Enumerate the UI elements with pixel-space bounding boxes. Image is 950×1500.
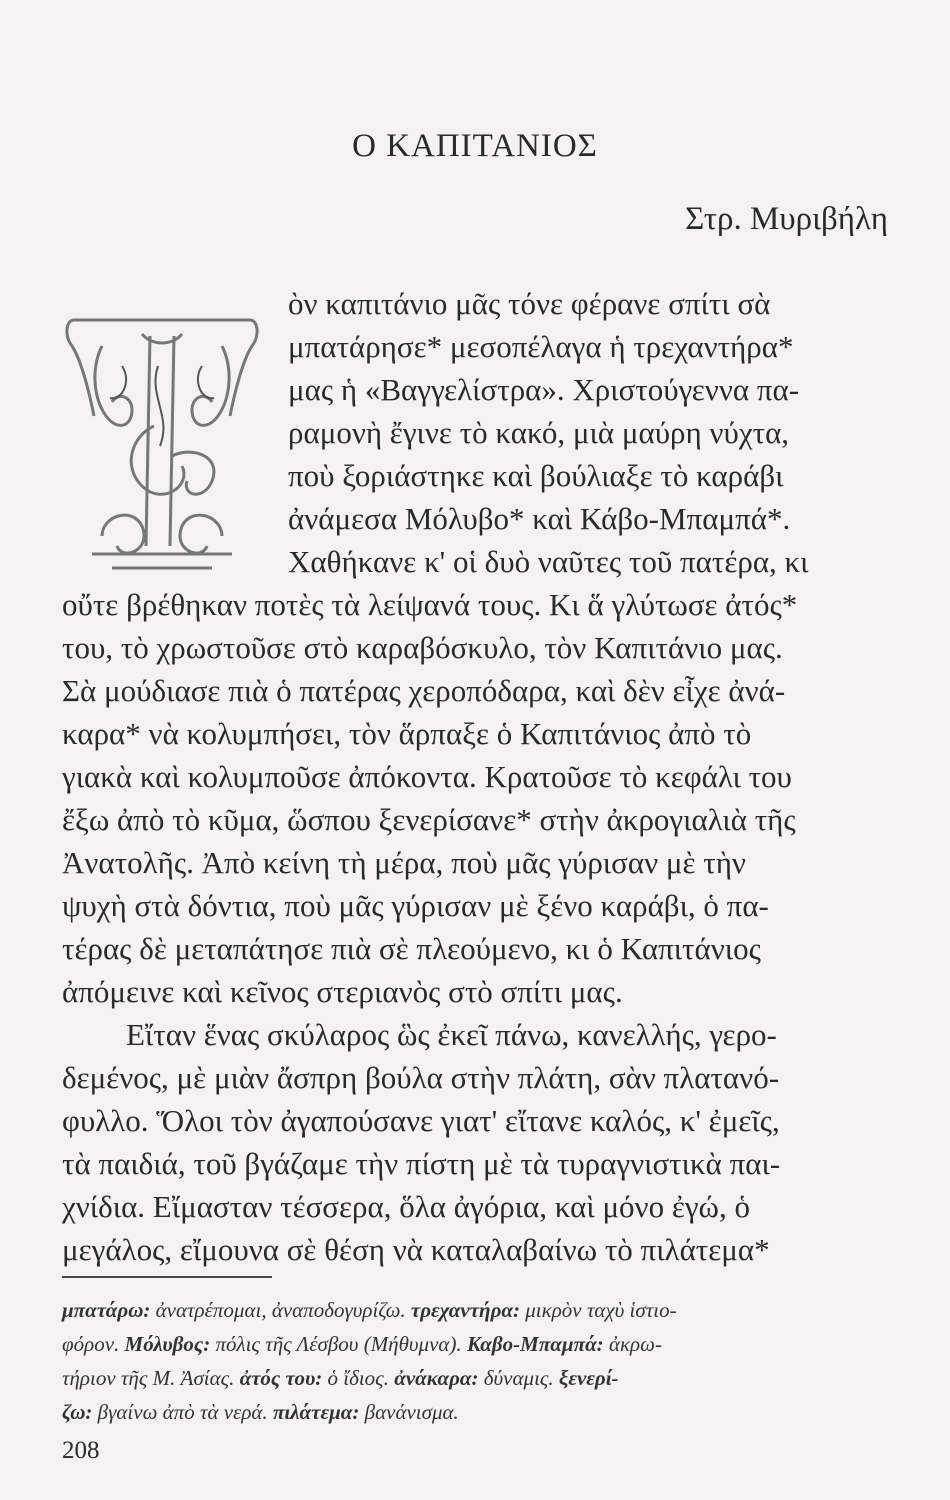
footnote-term: ἀνάκαρα: <box>394 1366 479 1390</box>
body-line-13: ἔξω ἀπὸ τὸ κῦμα, ὥσπου ξενερίσανε* στὴν ἀκρογιαλιὰ τῆς <box>62 802 796 837</box>
footnote-term: ζω: <box>62 1400 93 1424</box>
body-line-21: τὰ παιδιά, τοῦ βγάζαμε τὴν πίστη μὲ τὰ τυραγνιστικὰ παι- <box>62 1146 781 1181</box>
body-line-2: μπατάρησε* μεσοπέλαγα ἡ τρεχαντήρα* <box>288 329 794 364</box>
footnote-term: ἀτός του: <box>239 1366 323 1390</box>
footnote-line-3 <box>62 1368 619 1389</box>
footnote-definition: φόρον. <box>62 1332 125 1356</box>
page-number: 208 <box>62 1437 100 1464</box>
footnote-divider <box>62 1276 272 1278</box>
body-line-6: ἀνάμεσα Μόλυβο* καὶ Κάβο-Μπαμπά*. <box>288 501 791 536</box>
body-line-20: φυλλο. Ὅλοι τὸν ἀγαπούσανε γιατ' εἴτανε καλός, κ' ἐμεῖς, <box>62 1103 780 1138</box>
body-line-19: δεμένος, μὲ μιὰν ἄσπρη βούλα στὴν πλάτη, σὰν πλατανό- <box>62 1060 780 1095</box>
body-line-15: ψυχὴ στὰ δόντια, ποὺ μᾶς γύρισαν μὲ ξένο καράβι, ὁ πα- <box>62 888 769 923</box>
footnote-term: ξενερί- <box>558 1366 619 1390</box>
body-line-18: Εἴταν ἕνας σκύλαρος ὣς ἐκεῖ πάνω, κανελλής, γερο- <box>126 1017 777 1052</box>
footnote-definition: ὁ ἴδιος. <box>322 1366 395 1390</box>
body-line-4: ραμονὴ ἔγινε τὸ κακό, μιὰ μαύρη νύχτα, <box>288 415 790 450</box>
footnote-term: Καβο-Μπαμπά: <box>466 1332 604 1356</box>
ornate-initial-tau-icon <box>62 306 262 586</box>
body-line-5: ποὺ ξοριάστηκε καὶ βούλιαξε τὸ καράβι <box>288 458 784 493</box>
footnote-definition: τήριον τῆς Μ. Ἀσίας. <box>62 1366 240 1390</box>
footnote-line-1 <box>62 1300 677 1321</box>
body-line-9: του, τὸ χρωστοῦσε στὸ καραβόσκυλο, τὸν Καπιτάνιο μας. <box>62 630 783 665</box>
body-line-23: μεγάλος, εἴμουνα σὲ θέση νὰ καταλαβαίνω τὸ πιλάτεμα* <box>62 1232 770 1267</box>
body-line-14: Ἀνατολῆς. Ἀπὸ κείνη τὴ μέρα, ποὺ μᾶς γύρισαν μὲ τὴν <box>62 845 746 880</box>
body-line-16: τέρας δὲ μεταπάτησε πιὰ σὲ πλεούμενο, κι ὁ Καπιτάνιος <box>62 931 761 966</box>
body-line-17: ἀπόμεινε καὶ κεῖνος στεριανὸς στὸ σπίτι μας. <box>62 974 623 1009</box>
footnote-term: μπατάρω: <box>62 1298 151 1322</box>
body-line-7: Χαθήκανε κ' οἱ δυὸ ναῦτες τοῦ πατέρα, κι <box>288 544 809 579</box>
ornate-initial <box>62 306 262 586</box>
author-name: Στρ. Μυριβήλη <box>685 201 888 237</box>
body-line-22: χνίδια. Εἴμασταν τέσσερα, ὅλα ἀγόρια, καὶ μόνο ἐγώ, ὁ <box>62 1189 750 1224</box>
body-line-3: μας ἡ «Βαγγελίστρα». Χριστούγεννα πα- <box>288 372 800 407</box>
footnote-definition: πόλις τῆς Λέσβου (Μήθυμνα). <box>210 1332 467 1356</box>
footnote-definition: δύναμις. <box>478 1366 559 1390</box>
footnote-line-2 <box>62 1334 662 1355</box>
footnote-definition: βγαίνω ἀπὸ τὰ νερά. <box>92 1400 273 1424</box>
footnote-definition: βανάνισμα. <box>359 1400 459 1424</box>
footnote-term: τρεχαντήρα: <box>410 1298 521 1322</box>
footnote-line-4 <box>62 1402 459 1423</box>
footnote-term: Μόλυβος: <box>124 1332 211 1356</box>
footnote-definition: μικρὸν ταχὺ ἱστιο- <box>520 1298 677 1322</box>
body-line-10: Σὰ μούδιασε πιὰ ὁ πατέρας χεροπόδαρα, καὶ δὲν εἶχε ἀνά- <box>62 673 786 708</box>
footnote-definition: ἀνατρέπομαι, ἀναποδογυρίζω. <box>150 1298 411 1322</box>
body-line-1: ὸν καπιτάνιο μᾶς τόνε φέρανε σπίτι σὰ <box>288 286 771 321</box>
body-line-12: γιακὰ καὶ κολυμποῦσε ἀπόκοντα. Κρατοῦσε τὸ κεφάλι του <box>62 759 792 794</box>
body-line-11: καρα* νὰ κολυμπήσει, τὸν ἅρπαξε ὁ Καπιτάνιος ἀπὸ τὸ <box>62 716 752 751</box>
body-line-8: οὔτε βρέθηκαν ποτὲς τὰ λείψανά τους. Κι ἅ γλύτωσε ἀτός* <box>62 587 798 622</box>
footnote-term: πιλάτεμα: <box>272 1400 360 1424</box>
footnote-definition: ἀκρω- <box>603 1332 662 1356</box>
chapter-title: Ο ΚΑΠΙΤΑΝΙΟΣ <box>352 128 598 164</box>
